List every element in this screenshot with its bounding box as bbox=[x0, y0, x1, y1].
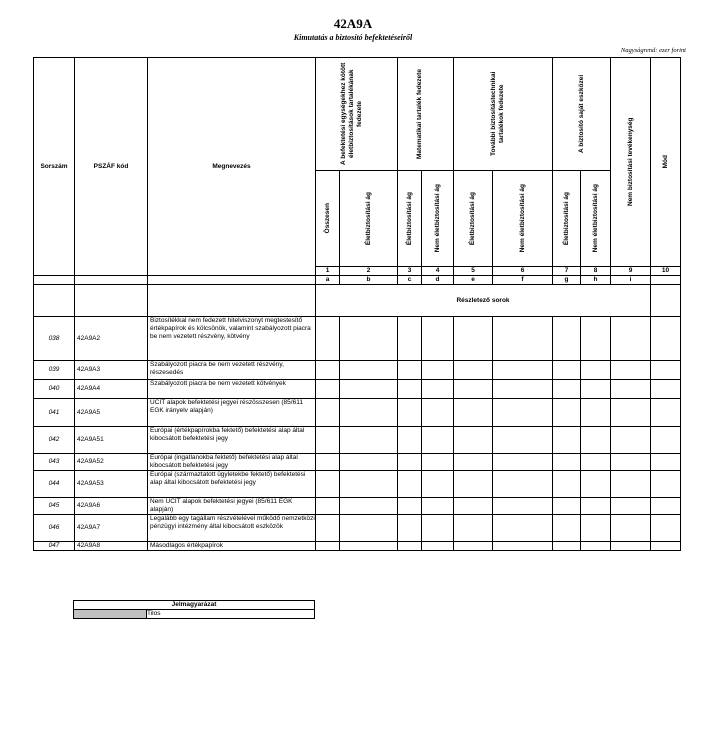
data-cell[interactable] bbox=[611, 515, 651, 542]
data-cell[interactable] bbox=[553, 361, 581, 380]
table-row bbox=[34, 498, 681, 515]
subheader-nemelet-2-label: Nem életbiztosítási ág bbox=[433, 184, 441, 253]
col-number: 10 bbox=[651, 267, 681, 276]
table-row bbox=[34, 317, 681, 361]
data-cell[interactable] bbox=[651, 515, 681, 542]
data-cell[interactable] bbox=[316, 498, 340, 515]
row-pszaf-code: 42A9A5 bbox=[75, 399, 148, 427]
data-cell[interactable] bbox=[316, 542, 340, 551]
col-letter: h bbox=[581, 276, 611, 285]
row-pszaf-code: 42A9A52 bbox=[75, 454, 148, 471]
row-megnevezes: Szabályozott piacra be nem vezetett kötvények bbox=[148, 380, 316, 399]
header-group-matematikai-label: Matematikai tartalék fedezete bbox=[415, 69, 423, 159]
header-group-tovabbi-label: További biztosítástechnikai tartalékok fedezete bbox=[490, 71, 505, 157]
data-cell[interactable] bbox=[398, 399, 422, 427]
data-cell[interactable] bbox=[316, 361, 340, 380]
col-number: 3 bbox=[398, 267, 422, 276]
data-cell[interactable] bbox=[340, 498, 398, 515]
data-cell[interactable] bbox=[553, 399, 581, 427]
header-group-befektetesi bbox=[316, 58, 398, 171]
data-cell[interactable] bbox=[581, 542, 611, 551]
header-group-matematikai bbox=[398, 58, 454, 171]
data-cell[interactable] bbox=[611, 380, 651, 399]
header-megnevezes: Megnevezés bbox=[148, 58, 316, 276]
data-cell[interactable] bbox=[454, 317, 493, 361]
data-cell[interactable] bbox=[454, 498, 493, 515]
data-cell[interactable] bbox=[581, 361, 611, 380]
data-cell[interactable] bbox=[316, 380, 340, 399]
data-cell[interactable] bbox=[398, 380, 422, 399]
data-cell[interactable] bbox=[422, 471, 454, 498]
data-cell[interactable] bbox=[651, 361, 681, 380]
column-letter-row bbox=[34, 276, 681, 285]
col-letter: e bbox=[454, 276, 493, 285]
subheader-elet-4 bbox=[553, 171, 581, 267]
row-megnevezes: Szabályozott piacra be nem vezetett részvény, részesedés bbox=[148, 361, 316, 380]
data-cell[interactable] bbox=[651, 427, 681, 454]
subheader-osszesen-label: Összesen bbox=[323, 203, 331, 234]
row-megnevezes: Nem UCIT alapok befektetési jegyei (85/611 EGK alapján) bbox=[148, 498, 316, 515]
row-sorszam: 044 bbox=[34, 471, 75, 498]
data-cell[interactable] bbox=[340, 471, 398, 498]
col-number: 2 bbox=[340, 267, 398, 276]
data-cell[interactable] bbox=[422, 361, 454, 380]
data-cell[interactable] bbox=[581, 471, 611, 498]
table-row bbox=[34, 427, 681, 454]
main-table bbox=[33, 57, 681, 551]
data-cell[interactable] bbox=[340, 454, 398, 471]
subheader-elet-3-label: Életbiztosítási ág bbox=[469, 191, 476, 246]
data-cell[interactable] bbox=[553, 515, 581, 542]
col-letter: g bbox=[553, 276, 581, 285]
data-cell[interactable] bbox=[454, 454, 493, 471]
data-cell[interactable] bbox=[398, 317, 422, 361]
subheader-elet-3 bbox=[454, 171, 493, 267]
data-cell[interactable] bbox=[611, 427, 651, 454]
row-sorszam: 043 bbox=[34, 454, 75, 471]
col-number: 1 bbox=[316, 267, 340, 276]
header-group-sajat-label: A biztosító saját eszközei bbox=[577, 74, 585, 154]
data-cell[interactable] bbox=[422, 498, 454, 515]
row-pszaf-code: 42A9A8 bbox=[75, 542, 148, 551]
col-number: 9 bbox=[611, 267, 651, 276]
data-cell[interactable] bbox=[398, 515, 422, 542]
subheader-elet-1 bbox=[340, 171, 398, 267]
subheader-nemelet-3-label: Nem életbiztosítási ág bbox=[518, 184, 526, 253]
data-cell[interactable] bbox=[316, 427, 340, 454]
header-nem-biztositasi bbox=[611, 58, 651, 267]
data-cell[interactable] bbox=[493, 399, 553, 427]
col-letter: f bbox=[493, 276, 553, 285]
table-row bbox=[34, 515, 681, 542]
legend-swatch bbox=[74, 610, 147, 619]
row-megnevezes: Másodlagos értékpapírok bbox=[148, 542, 316, 551]
col-letter: b bbox=[340, 276, 398, 285]
data-cell[interactable] bbox=[611, 361, 651, 380]
section-label: Részletező sorok bbox=[316, 285, 651, 317]
data-cell[interactable] bbox=[454, 380, 493, 399]
row-sorszam: 046 bbox=[34, 515, 75, 542]
data-cell[interactable] bbox=[422, 427, 454, 454]
data-cell[interactable] bbox=[340, 399, 398, 427]
data-cell[interactable] bbox=[493, 515, 553, 542]
col-letter: i bbox=[611, 276, 651, 285]
data-cell[interactable] bbox=[581, 427, 611, 454]
subheader-nemelet-3 bbox=[493, 171, 553, 267]
header-mod-label: Mód bbox=[661, 155, 669, 169]
row-pszaf-code: 42A9A3 bbox=[75, 361, 148, 380]
legend-title: Jelmagyarázat bbox=[74, 601, 315, 610]
data-cell[interactable] bbox=[454, 361, 493, 380]
header-mod bbox=[651, 58, 681, 267]
table-row bbox=[34, 399, 681, 427]
col-number: 4 bbox=[422, 267, 454, 276]
row-sorszam: 040 bbox=[34, 380, 75, 399]
table-row bbox=[34, 471, 681, 498]
subheader-elet-4-label: Életbiztosítási ág bbox=[562, 191, 570, 246]
data-cell[interactable] bbox=[493, 427, 553, 454]
data-cell[interactable] bbox=[316, 454, 340, 471]
data-cell[interactable] bbox=[611, 454, 651, 471]
legend-table bbox=[73, 600, 315, 619]
data-cell[interactable] bbox=[611, 399, 651, 427]
row-sorszam: 042 bbox=[34, 427, 75, 454]
data-cell[interactable] bbox=[340, 542, 398, 551]
data-cell[interactable] bbox=[611, 498, 651, 515]
data-cell[interactable] bbox=[398, 427, 422, 454]
row-megnevezes: Biztosítékkal nem fedezett hitelviszonyt megtestesítő értékpapírok és kölcsönök, valamint szabályozott piacra be nem vezetett részvény, kötvény bbox=[148, 317, 316, 361]
data-cell[interactable] bbox=[454, 427, 493, 454]
col-number: 5 bbox=[454, 267, 493, 276]
data-cell[interactable] bbox=[651, 542, 681, 551]
data-cell[interactable] bbox=[651, 471, 681, 498]
data-cell[interactable] bbox=[316, 317, 340, 361]
row-megnevezes: Európai (ingatlanokba fektető) befektetési alap által kibocsátott befektetési jegy bbox=[148, 454, 316, 471]
row-megnevezes: Európai (értékpapírokba fektető) befektetési alap által kibocsátott befektetési jegy bbox=[148, 427, 316, 454]
data-cell[interactable] bbox=[611, 471, 651, 498]
subheader-nemelet-4-label: Nem életbiztosítási ág bbox=[591, 184, 599, 253]
data-cell[interactable] bbox=[493, 380, 553, 399]
data-cell[interactable] bbox=[581, 454, 611, 471]
col-number: 7 bbox=[553, 267, 581, 276]
data-cell[interactable] bbox=[340, 515, 398, 542]
data-cell[interactable] bbox=[553, 498, 581, 515]
unit-note: Nagyságrend: ezer forint bbox=[620, 47, 686, 54]
col-letter: c bbox=[398, 276, 422, 285]
data-cell[interactable] bbox=[422, 515, 454, 542]
data-cell[interactable] bbox=[340, 380, 398, 399]
data-cell[interactable] bbox=[316, 471, 340, 498]
subheader-elet-2 bbox=[398, 171, 422, 267]
header-group-tovabbi bbox=[454, 58, 553, 171]
row-pszaf-code: 42A9A53 bbox=[75, 471, 148, 498]
data-cell[interactable] bbox=[611, 317, 651, 361]
data-cell[interactable] bbox=[454, 515, 493, 542]
legend-item: Tilos bbox=[147, 610, 315, 619]
header-group-sajat bbox=[553, 58, 611, 171]
subheader-elet-2-label: Életbiztosítási ág bbox=[405, 191, 413, 246]
subheader-nemelet-2 bbox=[422, 171, 454, 267]
table-row bbox=[34, 380, 681, 399]
data-cell[interactable] bbox=[398, 542, 422, 551]
subheader-nemelet-4 bbox=[581, 171, 611, 267]
data-cell[interactable] bbox=[553, 454, 581, 471]
data-cell[interactable] bbox=[611, 542, 651, 551]
data-cell[interactable] bbox=[553, 542, 581, 551]
data-cell[interactable] bbox=[422, 454, 454, 471]
data-cell[interactable] bbox=[493, 361, 553, 380]
data-cell[interactable] bbox=[493, 471, 553, 498]
data-cell[interactable] bbox=[454, 471, 493, 498]
data-cell[interactable] bbox=[553, 471, 581, 498]
data-cell[interactable] bbox=[553, 380, 581, 399]
data-cell[interactable] bbox=[422, 317, 454, 361]
data-cell[interactable] bbox=[316, 515, 340, 542]
data-cell[interactable] bbox=[581, 515, 611, 542]
data-cell[interactable] bbox=[651, 380, 681, 399]
data-cell[interactable] bbox=[422, 542, 454, 551]
subheader-osszesen bbox=[316, 171, 340, 267]
data-cell[interactable] bbox=[553, 427, 581, 454]
data-cell[interactable] bbox=[340, 361, 398, 380]
data-cell[interactable] bbox=[493, 498, 553, 515]
data-cell[interactable] bbox=[340, 427, 398, 454]
data-cell[interactable] bbox=[581, 380, 611, 399]
header-sorszam: Sorszám bbox=[34, 58, 75, 276]
data-cell[interactable] bbox=[493, 317, 553, 361]
data-cell[interactable] bbox=[422, 399, 454, 427]
section-row bbox=[34, 285, 681, 317]
data-cell[interactable] bbox=[340, 317, 398, 361]
table-row bbox=[34, 361, 681, 380]
row-sorszam: 045 bbox=[34, 498, 75, 515]
col-letter: a bbox=[316, 276, 340, 285]
col-letter: d bbox=[422, 276, 454, 285]
data-cell[interactable] bbox=[581, 399, 611, 427]
subheader-elet-1-label: Életbiztosítási ág bbox=[364, 191, 372, 246]
form-code-title: 42A9A bbox=[333, 16, 373, 31]
col-number: 8 bbox=[581, 267, 611, 276]
data-cell[interactable] bbox=[493, 542, 553, 551]
data-cell[interactable] bbox=[651, 399, 681, 427]
data-cell[interactable] bbox=[398, 471, 422, 498]
row-pszaf-code: 42A9A7 bbox=[75, 515, 148, 542]
data-cell[interactable] bbox=[651, 454, 681, 471]
header-group-befektetesi-label: A befektetési egységekhez kötött életbiztosítások tartalékának fedezete bbox=[339, 62, 363, 166]
table-row bbox=[34, 454, 681, 471]
row-sorszam: 039 bbox=[34, 361, 75, 380]
data-cell[interactable] bbox=[454, 542, 493, 551]
table-row bbox=[34, 542, 681, 551]
data-cell[interactable] bbox=[454, 399, 493, 427]
row-pszaf-code: 42A9A51 bbox=[75, 427, 148, 454]
header-nem-biztositasi-label: Nem biztosítási tevékenység bbox=[626, 117, 634, 207]
data-cell[interactable] bbox=[398, 454, 422, 471]
row-sorszam: 047 bbox=[34, 542, 75, 551]
header-pszaf-kod: PSZÁF kód bbox=[75, 58, 148, 276]
row-megnevezes: Legalább egy tagállam részvételével működő nemzetközi pénzügyi intézmény által kibocsátott eszközök bbox=[148, 515, 316, 542]
data-cell[interactable] bbox=[581, 317, 611, 361]
row-sorszam: 041 bbox=[34, 399, 75, 427]
data-cell[interactable] bbox=[581, 498, 611, 515]
row-sorszam: 038 bbox=[34, 317, 75, 361]
row-megnevezes: Európai (származtatott ügyletekbe fektető) befektetési alap által kibocsátott befektetési jegy bbox=[148, 471, 316, 498]
data-cell[interactable] bbox=[422, 380, 454, 399]
row-pszaf-code: 42A9A4 bbox=[75, 380, 148, 399]
data-cell[interactable] bbox=[651, 317, 681, 361]
data-cell[interactable] bbox=[493, 454, 553, 471]
data-cell[interactable] bbox=[553, 317, 581, 361]
data-cell[interactable] bbox=[651, 498, 681, 515]
col-number: 6 bbox=[493, 267, 553, 276]
data-cell[interactable] bbox=[316, 399, 340, 427]
form-subtitle: Kimutatás a biztosító befektetéseiről bbox=[293, 33, 413, 42]
row-pszaf-code: 42A9A6 bbox=[75, 498, 148, 515]
row-megnevezes: UCIT alapok befektetési jegyei részösszesen (85/611 EGK irányelv alapján) bbox=[148, 399, 316, 427]
data-cell[interactable] bbox=[398, 361, 422, 380]
data-cell[interactable] bbox=[398, 498, 422, 515]
row-pszaf-code: 42A9A2 bbox=[75, 317, 148, 361]
